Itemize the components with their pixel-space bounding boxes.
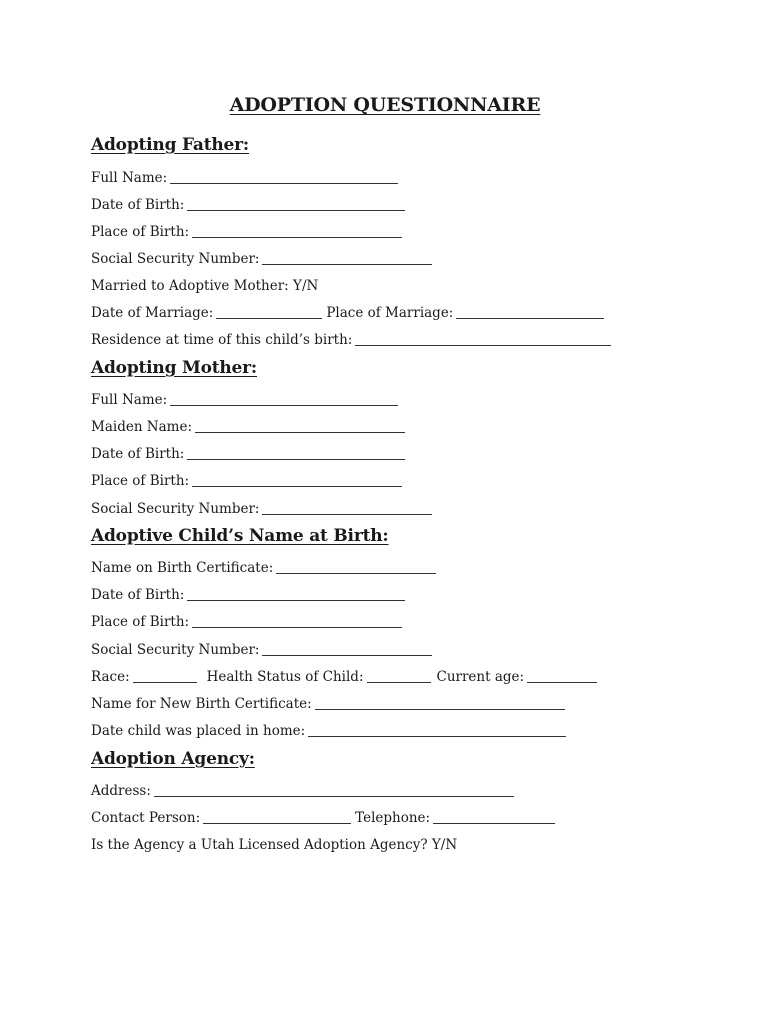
agency-address-row (91, 779, 514, 799)
father-pob-field[interactable] (192, 224, 402, 238)
father-place-marriage-field[interactable] (456, 305, 604, 319)
mother-dob-label: Date of Birth: (91, 446, 185, 462)
heading-adoption-agency: Adoption Agency: (91, 749, 255, 769)
father-full-name-label: Full Name: (91, 170, 168, 186)
heading-adopting-father: Adopting Father: (91, 135, 249, 155)
child-name-cert-row (91, 556, 436, 576)
child-race-field[interactable] (133, 669, 197, 683)
father-married-row (91, 274, 318, 294)
child-pob-label: Place of Birth: (91, 614, 190, 630)
child-health-field[interactable] (367, 669, 431, 683)
mother-maiden-row (91, 415, 405, 435)
mother-pob-field[interactable] (192, 473, 402, 487)
child-new-name-row (91, 692, 565, 712)
child-date-placed-label: Date child was placed in home: (91, 723, 306, 739)
father-ssn-row (91, 247, 432, 267)
mother-full-name-row (91, 388, 398, 408)
father-place-marriage-label: Place of Marriage: (326, 305, 454, 321)
child-race-label: Race: (91, 669, 130, 685)
child-new-name-field[interactable] (315, 696, 565, 710)
mother-ssn-field[interactable] (262, 501, 432, 515)
father-pob-row (91, 220, 402, 240)
agency-licensed-label: Is the Agency a Utah Licensed Adoption Agency? Y/N (91, 837, 458, 853)
mother-full-name-field[interactable] (170, 392, 398, 406)
child-race-health-age-row (91, 665, 597, 685)
heading-adoptive-child: Adoptive Child’s Name at Birth: (91, 526, 389, 546)
child-dob-field[interactable] (187, 587, 405, 601)
father-dob-label: Date of Birth: (91, 197, 185, 213)
child-ssn-field[interactable] (262, 642, 432, 656)
child-date-placed-row (91, 719, 566, 739)
child-new-name-label: Name for New Birth Certificate: (91, 696, 312, 712)
child-age-label: Current age: (436, 669, 525, 685)
child-age-field[interactable] (527, 669, 597, 683)
mother-maiden-field[interactable] (195, 419, 405, 433)
agency-telephone-label: Telephone: (355, 810, 431, 826)
page-title: ADOPTION QUESTIONNAIRE (229, 94, 541, 116)
father-date-marriage-label: Date of Marriage: (91, 305, 214, 321)
father-ssn-label: Social Security Number: (91, 251, 260, 267)
agency-address-label: Address: (91, 783, 151, 799)
agency-telephone-field[interactable] (433, 810, 555, 824)
father-date-marriage-field[interactable] (216, 305, 322, 319)
mother-dob-field[interactable] (187, 446, 405, 460)
agency-contact-field[interactable] (203, 810, 351, 824)
child-dob-label: Date of Birth: (91, 587, 185, 603)
child-ssn-row (91, 638, 432, 658)
father-marriage-row (91, 301, 604, 321)
father-pob-label: Place of Birth: (91, 224, 190, 240)
agency-licensed-row (91, 833, 457, 853)
father-dob-field[interactable] (187, 197, 405, 211)
father-full-name-row (91, 166, 398, 186)
child-name-cert-label: Name on Birth Certificate: (91, 560, 274, 576)
father-dob-row (91, 193, 405, 213)
child-date-placed-field[interactable] (308, 723, 566, 737)
father-residence-field[interactable] (355, 332, 611, 346)
father-ssn-field[interactable] (262, 251, 432, 265)
child-name-cert-field[interactable] (276, 560, 436, 574)
father-residence-row (91, 328, 611, 348)
child-pob-row (91, 610, 402, 630)
agency-contact-label: Contact Person: (91, 810, 201, 826)
mother-dob-row (91, 442, 405, 462)
mother-ssn-label: Social Security Number: (91, 501, 260, 517)
agency-address-field[interactable] (154, 783, 514, 797)
father-residence-label: Residence at time of this child’s birth: (91, 332, 353, 348)
child-dob-row (91, 583, 405, 603)
agency-contact-row (91, 806, 555, 826)
mother-full-name-label: Full Name: (91, 392, 168, 408)
mother-maiden-label: Maiden Name: (91, 419, 193, 435)
heading-adopting-mother: Adopting Mother: (91, 358, 257, 378)
mother-ssn-row (91, 497, 432, 517)
father-married-label: Married to Adoptive Mother: Y/N (91, 278, 319, 294)
mother-pob-row (91, 469, 402, 489)
child-pob-field[interactable] (192, 614, 402, 628)
father-full-name-field[interactable] (170, 170, 398, 184)
child-health-label: Health Status of Child: (206, 669, 364, 685)
child-ssn-label: Social Security Number: (91, 642, 260, 658)
mother-pob-label: Place of Birth: (91, 473, 190, 489)
